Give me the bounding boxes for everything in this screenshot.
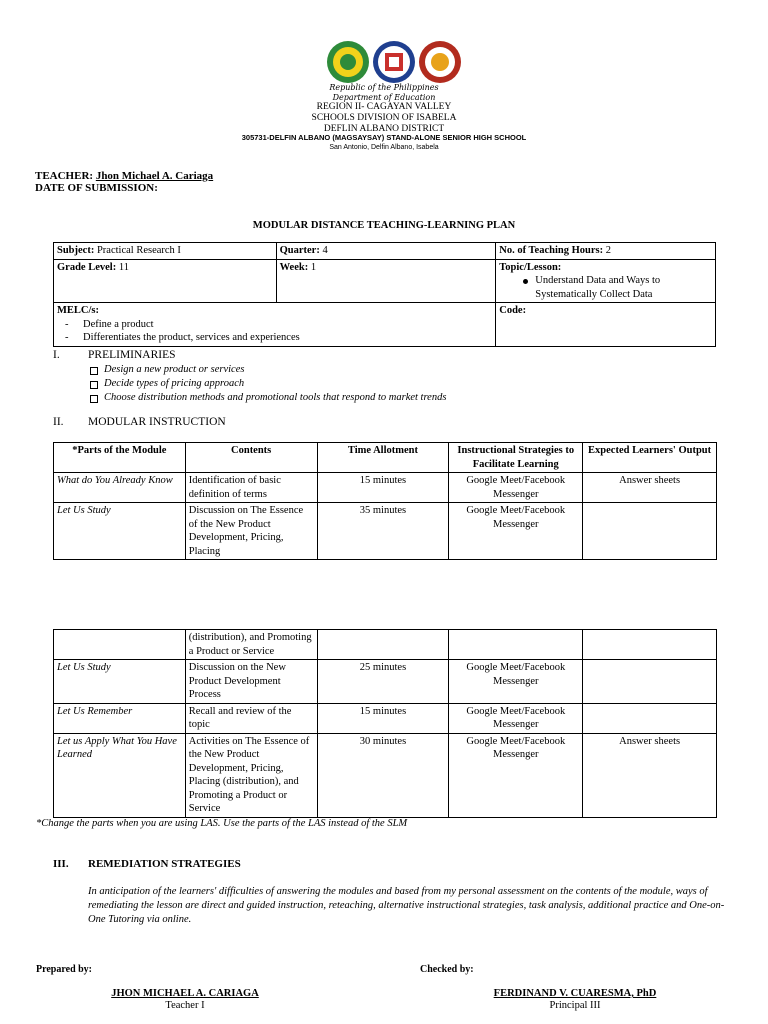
district-line: DEFLIN ALBANO DISTRICT <box>323 124 445 134</box>
col-header-output: Expected Learners' Output <box>583 443 717 473</box>
quarter-value: 4 <box>322 245 328 256</box>
table-note: *Change the parts when you are using LAS. Use the parts of the LAS instead of the SLM <box>36 818 408 829</box>
col-header-contents: Contents <box>185 443 317 473</box>
week-value: 1 <box>310 261 317 273</box>
melc-item: - Define a product <box>57 318 492 332</box>
hours-value: 2 <box>605 245 611 256</box>
teacher-name: Jhon Michael A. Cariaga <box>95 170 214 182</box>
cell-strategy: Google Meet/Facebook Messenger <box>449 733 583 817</box>
hours-label: No. of Teaching Hours: <box>499 245 604 256</box>
module-table-part1 <box>53 442 717 560</box>
checked-label: Checked by: <box>420 964 474 975</box>
preliminaries-list <box>88 363 688 405</box>
school-seal-icon <box>418 40 462 84</box>
topic-label: Topic/Lesson: <box>499 261 562 273</box>
teacher-row <box>35 170 213 182</box>
cell-part: Let Us Study <box>54 660 186 704</box>
cell-content: Discussion on The Essence of the New Product Development, Pricing, Placing <box>185 503 317 560</box>
date-label: DATE OF SUBMISSION: <box>35 182 158 194</box>
address-line: San Antonio, Delfin Albano, Isabela <box>329 144 439 151</box>
module-table-header <box>54 443 717 473</box>
prepared-title: Teacher I <box>165 1000 205 1011</box>
cell-output <box>583 630 717 660</box>
section2-heading <box>53 416 226 428</box>
deped-seal-icon <box>372 40 416 84</box>
info-row-3 <box>54 303 716 347</box>
deped-regional-seal-icon <box>326 40 370 84</box>
preliminary-item: Decide types of pricing approach <box>88 377 688 391</box>
cell-content: Discussion on the New Product Development Process <box>185 660 317 704</box>
cell-output <box>583 703 717 733</box>
cell-time <box>317 630 449 660</box>
melc-item: - Differentiates the product, services and experiences <box>57 331 492 345</box>
subject-value: Practical Research I <box>96 245 181 256</box>
col-header-parts: *Parts of the Module <box>54 443 186 473</box>
section1-title: PRELIMINARIES <box>88 349 176 361</box>
week-label: Week: <box>279 261 309 273</box>
cell-time: 35 minutes <box>317 503 449 560</box>
cell-content: Recall and review of the topic <box>185 703 317 733</box>
info-row-2 <box>54 259 716 303</box>
code-cell <box>496 303 716 347</box>
section3-title: REMEDIATION STRATEGIES <box>88 858 241 870</box>
cell-part: What do You Already Know <box>54 473 186 503</box>
section3-heading <box>53 858 241 870</box>
table-row <box>54 503 717 560</box>
cell-strategy <box>449 630 583 660</box>
cell-time: 15 minutes <box>317 473 449 503</box>
cell-part: Let us Apply What You Have Learned <box>54 733 186 817</box>
cell-output: Answer sheets <box>583 733 717 817</box>
cell-part <box>54 630 186 660</box>
remediation-text: In anticipation of the learners' difficulties of answering the modules and based from my personal assessment on the contents of the module, ways of remediating the lesson are direct and guided instruction, reteaching, alternative instructional strategies, task analysis, additional practice and One-on-One Tutoring via online. <box>88 886 725 925</box>
table-row <box>54 660 717 704</box>
table-row <box>54 630 717 660</box>
info-row-1 <box>54 243 716 260</box>
section3-num: III. <box>53 858 69 870</box>
republic-line: Republic of the Philippines <box>329 83 439 92</box>
info-table <box>53 242 716 347</box>
cell-output <box>583 503 717 560</box>
week-cell <box>276 259 496 303</box>
cell-strategy: Google Meet/Facebook Messenger <box>449 660 583 704</box>
school-line: 305731-DELFIN ALBANO (MAGSAYSAY) STAND-ALONE SENIOR HIGH SCHOOL <box>241 133 527 142</box>
preliminary-item: Design a new product or services <box>88 363 688 377</box>
melc-cell <box>54 303 496 347</box>
teacher-label: TEACHER: <box>35 170 94 182</box>
prepared-name: JHON MICHAEL A. CARIAGA <box>111 988 259 999</box>
cell-content: Activities on The Essence of the New Product Development, Pricing, Placing (distribution), and Promoting a Product or Service <box>185 733 317 817</box>
section2-title: MODULAR INSTRUCTION <box>88 416 226 428</box>
cell-content: Identification of basic definition of terms <box>185 473 317 503</box>
division-line: SCHOOLS DIVISION OF ISABELA <box>311 113 457 123</box>
cell-strategy: Google Meet/Facebook Messenger <box>449 703 583 733</box>
topic-line-1: Understand Data and Ways to <box>535 275 661 286</box>
cell-content: (distribution), and Promoting a Product or Service <box>185 630 317 660</box>
col-header-time: Time Allotment <box>317 443 449 473</box>
section2-num: II. <box>53 416 64 428</box>
cell-part: Let Us Study <box>54 503 186 560</box>
cell-strategy: Google Meet/Facebook Messenger <box>449 473 583 503</box>
cell-output <box>583 660 717 704</box>
subject-cell <box>54 243 277 260</box>
prepared-label: Prepared by: <box>36 964 93 975</box>
topic-line-2: Systematically Collect Data <box>535 288 653 300</box>
topic-cell <box>496 259 716 303</box>
hours-cell <box>496 243 716 260</box>
section1-heading <box>53 349 176 361</box>
cell-time: 15 minutes <box>317 703 449 733</box>
checked-name: FERDINAND V. CUARESMA, PhD <box>493 988 657 999</box>
quarter-label: Quarter: <box>279 245 320 256</box>
table-row <box>54 703 717 733</box>
melc-list <box>57 318 492 345</box>
cell-time: 25 minutes <box>317 660 449 704</box>
region-line: REGION II- CAGAYAN VALLEY <box>316 102 452 112</box>
subject-label: Subject: <box>57 245 95 256</box>
quarter-cell <box>276 243 496 260</box>
table-row <box>54 733 717 817</box>
cell-time: 30 minutes <box>317 733 449 817</box>
topic-item <box>499 274 712 301</box>
cell-strategy: Google Meet/Facebook Messenger <box>449 503 583 560</box>
section1-num: I. <box>53 349 60 361</box>
grade-cell <box>54 259 277 303</box>
grade-value: 11 <box>118 261 129 273</box>
preliminary-item: Choose distribution methods and promotional tools that respond to market trends <box>88 391 688 405</box>
cell-part: Let Us Remember <box>54 703 186 733</box>
col-header-strategies: Instructional Strategies to Facilitate Learning <box>449 443 583 473</box>
cell-output: Answer sheets <box>583 473 717 503</box>
grade-label: Grade Level: <box>57 261 117 273</box>
page-title: MODULAR DISTANCE TEACHING-LEARNING PLAN <box>252 220 516 231</box>
module-table-part2 <box>53 629 717 818</box>
header-seals <box>322 40 538 84</box>
melc-label: MELC/s: <box>57 305 99 316</box>
checked-title: Principal III <box>549 1000 601 1011</box>
code-label: Code: <box>499 305 527 316</box>
table-row <box>54 473 717 503</box>
department-line: Department of Education <box>332 93 436 102</box>
